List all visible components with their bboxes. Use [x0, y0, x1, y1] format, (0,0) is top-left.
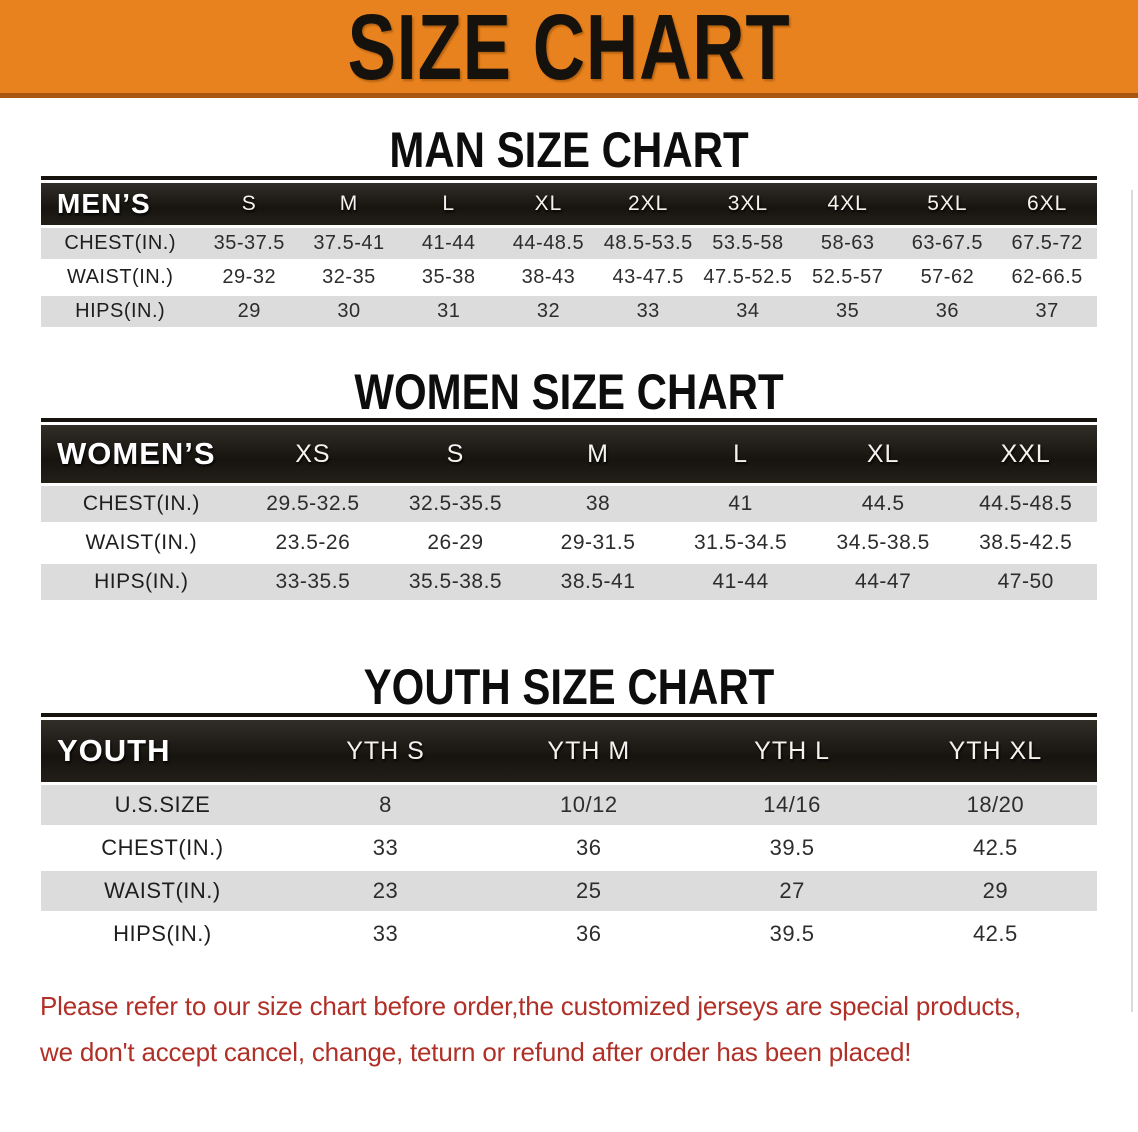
size-value-cell: 58-63 [798, 228, 898, 259]
size-value-cell: 29 [894, 871, 1097, 911]
size-value-cell: 52.5-57 [798, 262, 898, 293]
size-value-cell: 29 [199, 296, 299, 327]
size-value-cell: 36 [487, 828, 690, 868]
size-value-cell: 29-32 [199, 262, 299, 293]
size-value-cell: 8 [284, 785, 487, 825]
order-policy-note [40, 983, 1118, 1075]
table-row [41, 871, 1097, 911]
size-value-cell: 44-47 [812, 564, 955, 600]
men-section-heading: MAN SIZE CHART [389, 122, 749, 178]
size-value-cell: 34 [698, 296, 798, 327]
row-label: CHEST(IN.) [41, 828, 284, 868]
size-column-header: XL [812, 425, 955, 483]
size-value-cell: 14/16 [690, 785, 893, 825]
row-label: HIPS(IN.) [41, 914, 284, 954]
row-label: WAIST(IN.) [41, 262, 199, 293]
table-header-band [41, 720, 1097, 782]
youth-size-table [41, 713, 1097, 957]
size-column-header: 2XL [598, 183, 698, 225]
size-value-cell: 35-38 [399, 262, 499, 293]
size-value-cell: 29.5-32.5 [242, 486, 385, 522]
size-column-header: S [384, 425, 527, 483]
size-value-cell: 39.5 [690, 914, 893, 954]
size-value-cell: 23.5-26 [242, 525, 385, 561]
size-value-cell: 33 [598, 296, 698, 327]
women-size-section [0, 366, 1138, 603]
size-value-cell: 32 [499, 296, 599, 327]
size-value-cell: 31 [399, 296, 499, 327]
size-column-header: 4XL [798, 183, 898, 225]
size-value-cell: 25 [487, 871, 690, 911]
men-size-section [0, 124, 1138, 330]
table-row [41, 785, 1097, 825]
size-value-cell: 33 [284, 828, 487, 868]
table-header-band [41, 425, 1097, 483]
size-value-cell: 26-29 [384, 525, 527, 561]
row-label: HIPS(IN.) [41, 296, 199, 327]
table-row [41, 914, 1097, 954]
size-column-header: 5XL [898, 183, 998, 225]
row-label: CHEST(IN.) [41, 228, 199, 259]
size-value-cell: 63-67.5 [898, 228, 998, 259]
size-value-cell: 35.5-38.5 [384, 564, 527, 600]
size-column-header: YTH L [690, 720, 893, 782]
size-value-cell: 10/12 [487, 785, 690, 825]
table-header-label: WOMEN’S [41, 425, 242, 483]
size-value-cell: 37.5-41 [299, 228, 399, 259]
women-size-table [41, 418, 1097, 603]
size-column-header: M [527, 425, 670, 483]
size-value-cell: 23 [284, 871, 487, 911]
size-value-cell: 42.5 [894, 828, 1097, 868]
size-value-cell: 30 [299, 296, 399, 327]
youth-size-section [0, 661, 1138, 957]
row-label: WAIST(IN.) [41, 525, 242, 561]
size-column-header: L [669, 425, 812, 483]
order-policy-line-1: Please refer to our size chart before order,the customized jerseys are special products, [40, 991, 1022, 1021]
size-value-cell: 44-48.5 [499, 228, 599, 259]
size-column-header: XXL [954, 425, 1097, 483]
size-value-cell: 42.5 [894, 914, 1097, 954]
size-value-cell: 33 [284, 914, 487, 954]
table-header-label: YOUTH [41, 720, 284, 782]
size-column-header: XS [242, 425, 385, 483]
size-column-header: YTH S [284, 720, 487, 782]
table-header-label: MEN’S [41, 183, 199, 225]
size-value-cell: 43-47.5 [598, 262, 698, 293]
row-label: WAIST(IN.) [41, 871, 284, 911]
size-value-cell: 47-50 [954, 564, 1097, 600]
size-value-cell: 44.5-48.5 [954, 486, 1097, 522]
size-value-cell: 37 [997, 296, 1097, 327]
row-label: CHEST(IN.) [41, 486, 242, 522]
size-value-cell: 18/20 [894, 785, 1097, 825]
size-value-cell: 53.5-58 [698, 228, 798, 259]
table-header-band [41, 183, 1097, 225]
men-size-table [41, 176, 1097, 330]
row-label: HIPS(IN.) [41, 564, 242, 600]
size-value-cell: 35-37.5 [199, 228, 299, 259]
size-value-cell: 41-44 [399, 228, 499, 259]
size-value-cell: 38-43 [499, 262, 599, 293]
size-value-cell: 34.5-38.5 [812, 525, 955, 561]
table-row [41, 296, 1097, 327]
table-row [41, 228, 1097, 259]
size-value-cell: 38.5-42.5 [954, 525, 1097, 561]
size-value-cell: 32.5-35.5 [384, 486, 527, 522]
size-value-cell: 41 [669, 486, 812, 522]
size-value-cell: 67.5-72 [997, 228, 1097, 259]
youth-section-heading: YOUTH SIZE CHART [363, 659, 775, 715]
size-column-header: M [299, 183, 399, 225]
table-row [41, 525, 1097, 561]
size-value-cell: 38.5-41 [527, 564, 670, 600]
size-value-cell: 47.5-52.5 [698, 262, 798, 293]
size-column-header: XL [499, 183, 599, 225]
size-chart-banner [0, 0, 1138, 98]
size-value-cell: 62-66.5 [997, 262, 1097, 293]
size-value-cell: 36 [487, 914, 690, 954]
size-column-header: L [399, 183, 499, 225]
banner-title: SIZE CHART [347, 0, 791, 98]
size-value-cell: 31.5-34.5 [669, 525, 812, 561]
size-column-header: YTH M [487, 720, 690, 782]
photo-edge-artifact [1131, 190, 1133, 1012]
size-value-cell: 36 [898, 296, 998, 327]
size-column-header: 6XL [997, 183, 1097, 225]
table-row [41, 262, 1097, 293]
size-value-cell: 44.5 [812, 486, 955, 522]
size-value-cell: 41-44 [669, 564, 812, 600]
size-column-header: S [199, 183, 299, 225]
size-column-header: 3XL [698, 183, 798, 225]
row-label: U.S.SIZE [41, 785, 284, 825]
size-value-cell: 33-35.5 [242, 564, 385, 600]
size-value-cell: 32-35 [299, 262, 399, 293]
size-value-cell: 29-31.5 [527, 525, 670, 561]
order-policy-line-2: we don't accept cancel, change, teturn or refund after order has been placed! [40, 1037, 912, 1067]
table-row [41, 828, 1097, 868]
size-value-cell: 35 [798, 296, 898, 327]
size-value-cell: 39.5 [690, 828, 893, 868]
size-value-cell: 38 [527, 486, 670, 522]
table-row [41, 486, 1097, 522]
size-column-header: YTH XL [894, 720, 1097, 782]
size-value-cell: 48.5-53.5 [598, 228, 698, 259]
size-value-cell: 27 [690, 871, 893, 911]
table-row [41, 564, 1097, 600]
size-value-cell: 57-62 [898, 262, 998, 293]
women-section-heading: WOMEN SIZE CHART [354, 364, 784, 420]
